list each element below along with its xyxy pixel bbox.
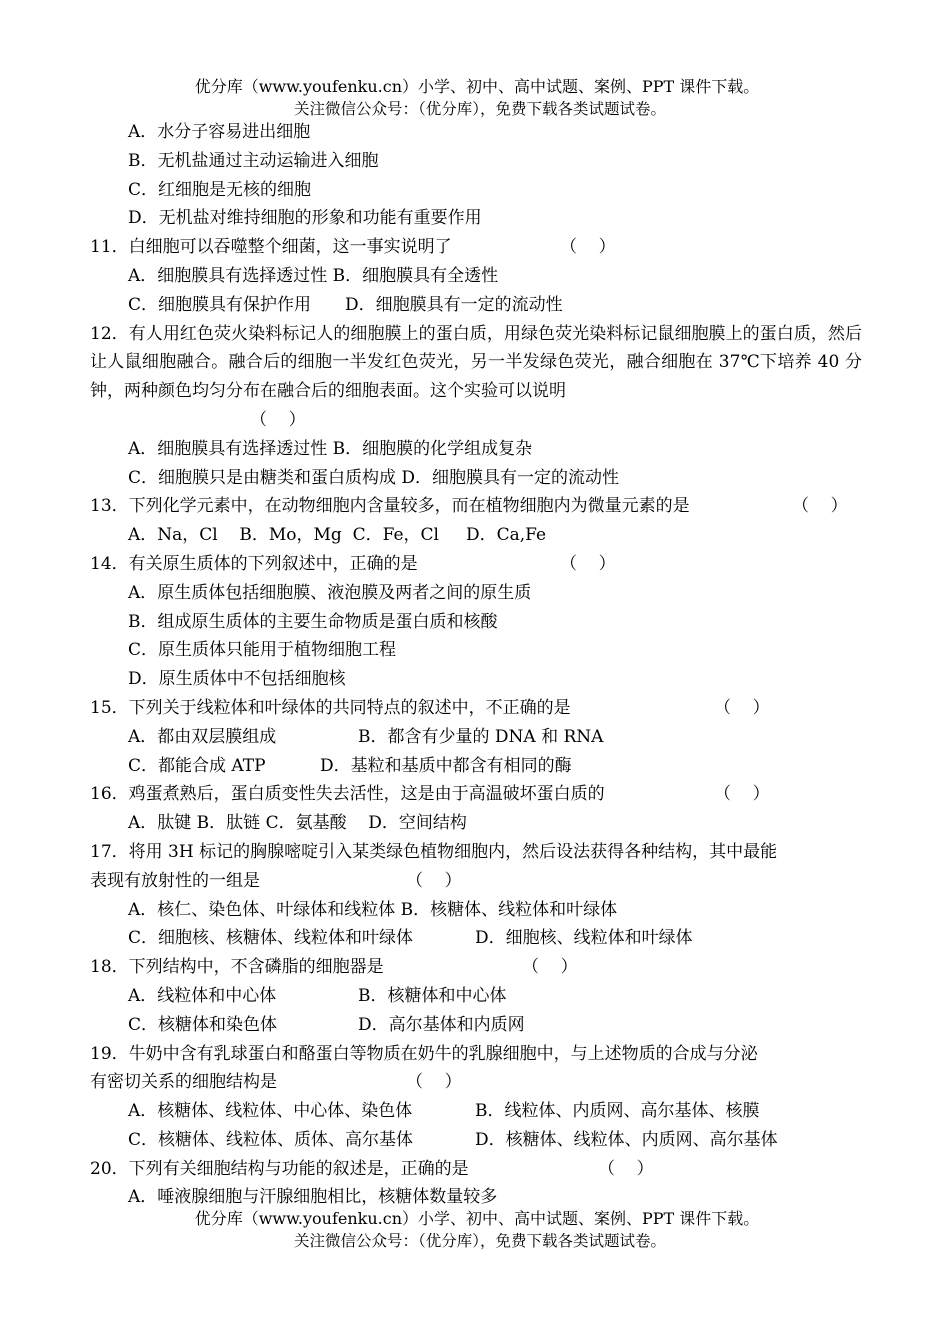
q19-stem-2: 有密切关系的细胞结构是 [90, 1072, 277, 1093]
q12-blank-line [90, 406, 862, 435]
q10-option-b: B．无机盐通过主动运输进入细胞 [128, 150, 379, 171]
q19-option-a: A．核糖体、线粒体、中心体、染色体 [128, 1101, 413, 1122]
page-footer [0, 1208, 950, 1252]
q17-option-d: D．细胞核、线粒体和叶绿体 [475, 928, 693, 949]
q19-stem-line-2 [90, 1068, 862, 1097]
q15-stem: 15．下列关于线粒体和叶绿体的共同特点的叙述中，不正确的是 [90, 697, 571, 718]
q13-answer-blank: （ ） [792, 496, 848, 517]
q19-options-cd [90, 1126, 862, 1155]
q11-option-d: D．细胞膜具有一定的流动性 [345, 294, 563, 315]
q19-option-b: B．线粒体、内质网、高尔基体、核膜 [475, 1101, 760, 1122]
footer-line-2: 关注微信公众号：（优分库），免费下载各类试题试卷。 [293, 1232, 666, 1250]
q15-option-a: A．都由双层膜组成 [128, 726, 277, 747]
q19-options-ab [90, 1097, 862, 1126]
q11-stem: 11．白细胞可以吞噬整个细菌，这一事实说明了 [90, 237, 452, 258]
q14-option-b: B．组成原生质体的主要生命物质是蛋白质和核酸 [128, 611, 498, 632]
q20-stem-line [90, 1155, 862, 1184]
q11-options-cd [90, 291, 862, 320]
page-header [0, 76, 950, 120]
q10-option-d: D．无机盐对维持细胞的形象和功能有重要作用 [128, 208, 482, 229]
q14-option-d: D．原生质体中不包括细胞核 [128, 669, 346, 690]
header-line-1: 优分库（www.youfenku.cn）小学、初中、高中试题、案例、PPT 课件下载。 [194, 77, 760, 96]
q20-stem: 20．下列有关细胞结构与功能的叙述是，正确的是 [90, 1158, 469, 1179]
q18-stem-line [90, 953, 862, 982]
q14-option-a: A．原生质体包括细胞膜、液泡膜及两者之间的原生质 [128, 582, 532, 603]
q14-stem-line [90, 550, 862, 579]
q14-answer-blank: （ ） [560, 553, 616, 574]
q16-options: A．肽键 B．肽链 C．氨基酸 D．空间结构 [128, 813, 467, 834]
q17-options-cd [90, 924, 862, 953]
q11-stem-line [90, 233, 862, 262]
q18-options-ab [90, 982, 862, 1011]
q12-answer-blank: （ ） [250, 409, 306, 430]
q18-option-c: C．核糖体和染色体 [128, 1014, 278, 1035]
q15-options-ab [90, 723, 862, 752]
q14-stem: 14．有关原生质体的下列叙述中，正确的是 [90, 553, 418, 574]
q13-options: A．Na，Cl B．Mo，Mg C．Fe，Cl D．Ca,Fe [128, 525, 547, 546]
q18-option-b: B．核糖体和中心体 [358, 985, 507, 1006]
q16-answer-blank: （ ） [714, 784, 770, 805]
q12-options-cd: C．细胞膜只是由糖类和蛋白质构成 D．细胞膜具有一定的流动性 [128, 467, 620, 488]
q11-option-c: C．细胞膜具有保护作用 [128, 294, 312, 315]
q16-stem-line [90, 780, 862, 809]
q19-option-d: D．核糖体、线粒体、内质网、高尔基体 [475, 1129, 778, 1150]
q10-option-c: C．红细胞是无核的细胞 [128, 179, 312, 200]
q15-stem-line [90, 694, 862, 723]
q12-options-ab: A．细胞膜具有选择透过性 B．细胞膜的化学组成复杂 [128, 438, 533, 459]
q20-option-a: A．唾液腺细胞与汗腺细胞相比，核糖体数量较多 [128, 1187, 498, 1208]
footer-line-1: 优分库（www.youfenku.cn）小学、初中、高中试题、案例、PPT 课件下载。 [194, 1209, 760, 1228]
q15-option-d: D．基粒和基质中都含有相同的酶 [320, 755, 572, 776]
q18-answer-blank: （ ） [522, 957, 578, 978]
q17-stem-2: 表现有放射性的一组是 [90, 870, 260, 891]
q13-stem-line [90, 492, 862, 521]
q16-stem: 16．鸡蛋煮熟后，蛋白质变性失去活性，这是由于高温破坏蛋白质的 [90, 784, 605, 805]
q17-option-c: C．细胞核、核糖体、线粒体和叶绿体 [128, 928, 414, 949]
question-list [90, 118, 862, 1212]
q13-stem: 13．下列化学元素中，在动物细胞内含量较多，而在植物细胞内为微量元素的是 [90, 496, 690, 517]
q17-answer-blank: （ ） [406, 870, 462, 891]
q14-option-c: C．原生质体只能用于植物细胞工程 [128, 640, 397, 661]
q18-options-cd [90, 1011, 862, 1040]
q17-options-ab: A．核仁、染色体、叶绿体和线粒体 B．核糖体、线粒体和叶绿体 [128, 899, 618, 920]
q19-answer-blank: （ ） [406, 1072, 462, 1093]
q12-stem: 12．有人用红色荧火染料标记人的细胞膜上的蛋白质，用绿色荧光染料标记鼠细胞膜上的蛋白质，然后让人鼠细胞融合。融合后的细胞一半发红色荧光，另一半发绿色荧光，融合细胞在 37℃下培养 40 分钟，两种颜色均匀分布在融合后的细胞表面。这个实验可以说明 [90, 323, 862, 402]
q18-option-a: A．线粒体和中心体 [128, 985, 277, 1006]
q10-option-a: A．水分子容易进出细胞 [128, 122, 311, 142]
q18-stem: 18．下列结构中，不含磷脂的细胞器是 [90, 957, 384, 978]
q15-options-cd [90, 752, 862, 781]
q17-stem-line-1: 17．将用 3H 标记的胸腺嘧啶引入某类绿色植物细胞内，然后设法获得各种结构，其中最能 [90, 841, 778, 862]
q15-answer-blank: （ ） [714, 697, 770, 718]
q17-stem-line-2 [90, 867, 862, 896]
q11-answer-blank: （ ） [560, 237, 616, 258]
q11-options-ab: A．细胞膜具有选择透过性 B．细胞膜具有全透性 [128, 265, 499, 286]
q19-option-c: C．核糖体、线粒体、质体、高尔基体 [128, 1129, 414, 1150]
q15-option-c: C．都能合成 ATP [128, 755, 266, 776]
q15-option-b: B．都含有少量的 DNA 和 RNA [358, 726, 604, 747]
header-line-2: 关注微信公众号：（优分库），免费下载各类试题试卷。 [293, 100, 666, 118]
q20-answer-blank: （ ） [598, 1158, 654, 1179]
q19-stem-line-1: 19．牛奶中含有乳球蛋白和酪蛋白等物质在奶牛的乳腺细胞中，与上述物质的合成与分泌 [90, 1043, 758, 1064]
q18-option-d: D．高尔基体和内质网 [358, 1014, 525, 1035]
